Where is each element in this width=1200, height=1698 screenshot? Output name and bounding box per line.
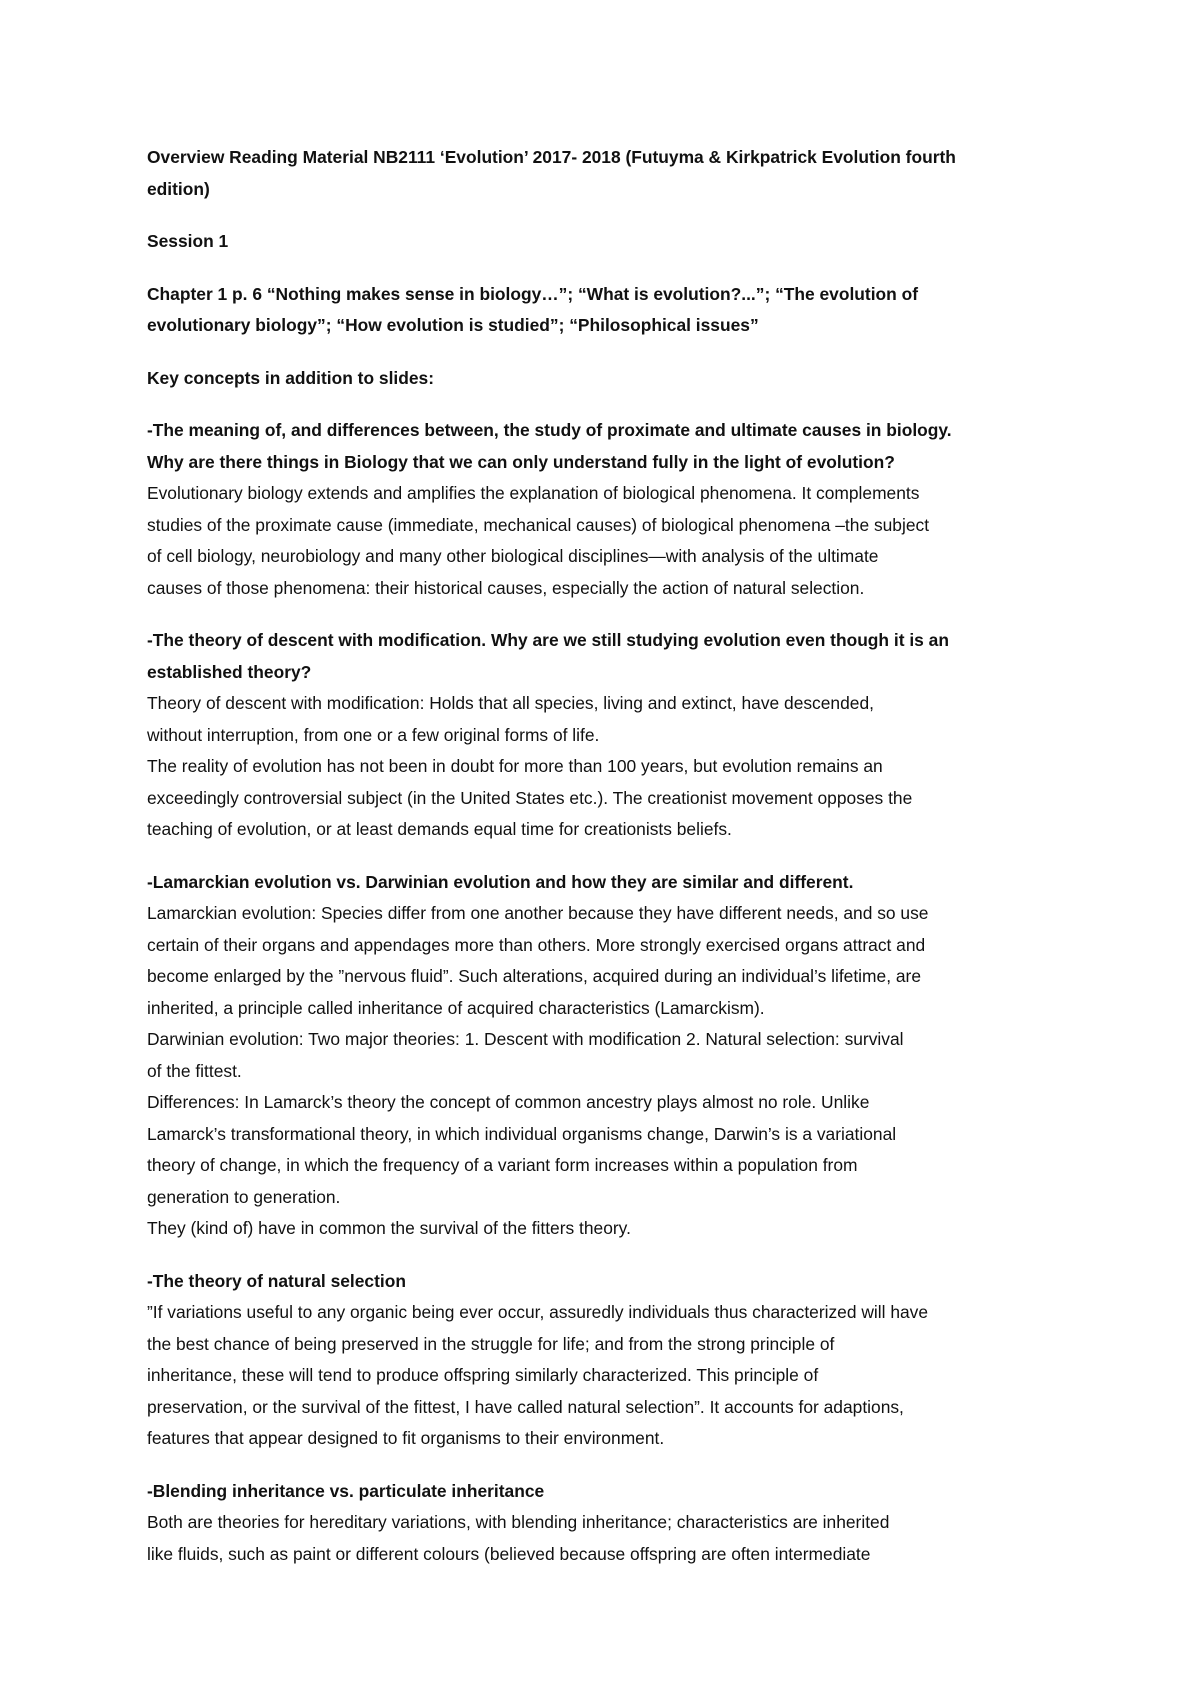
section-body-line: ”If variations useful to any organic being ever occur, assuredly individuals thus characterized will have bbox=[147, 1302, 929, 1322]
section-body-line: certain of their organs and appendages more than others. More strongly exercised organs attract and bbox=[147, 934, 926, 955]
chapter-line-1: Chapter 1 p. 6 “Nothing makes sense in biology…”; “What is evolution?...”; “The evolution of bbox=[147, 283, 919, 304]
section-body-line: Lamarck’s transformational theory, in which individual organisms change, Darwin’s is a variational bbox=[147, 1123, 897, 1144]
section-body-line: They (kind of) have in common the survival of the fitters theory. bbox=[147, 1218, 631, 1238]
section-blending-vs-particulate bbox=[147, 1476, 1077, 1571]
section-natural-selection bbox=[147, 1266, 1077, 1455]
document-title-line-2: edition) bbox=[147, 178, 210, 199]
section-heading-line: -Blending inheritance vs. particulate inheritance bbox=[147, 1480, 545, 1501]
section-proximate-ultimate bbox=[147, 415, 1077, 604]
section-body-line: exceedingly controversial subject (in the United States etc.). The creationist movement opposes the bbox=[147, 787, 913, 808]
section-body-line: inherited, a principle called inheritance of acquired characteristics (Lamarckism). bbox=[147, 997, 765, 1018]
section-lamarckian-vs-darwinian bbox=[147, 867, 1077, 1245]
section-body-line: features that appear designed to fit organisms to their environment. bbox=[147, 1428, 665, 1448]
section-body-line: Both are theories for hereditary variations, with blending inheritance; characteristics are inherited bbox=[147, 1512, 890, 1532]
section-body-line: of cell biology, neurobiology and many other biological disciplines—with analysis of the ultimate bbox=[147, 546, 879, 566]
section-body-line: of the fittest. bbox=[147, 1060, 242, 1081]
section-body-line: Lamarckian evolution: Species differ from one another because they have different needs, and so use bbox=[147, 903, 929, 923]
section-descent-with-modification bbox=[147, 625, 1077, 846]
section-heading-line: -The meaning of, and differences between, the study of proximate and ultimate causes in biology. bbox=[147, 420, 952, 440]
section-body-line: generation to generation. bbox=[147, 1186, 341, 1207]
section-body-line: causes of those phenomena: their historical causes, especially the action of natural selection. bbox=[147, 577, 865, 598]
section-body-line: become enlarged by the ”nervous fluid”. Such alterations, acquired during an individual’s lifetime, are bbox=[147, 966, 922, 986]
section-body-line: the best chance of being preserved in the struggle for life; and from the strong principle of bbox=[147, 1333, 835, 1354]
section-heading-line: established theory? bbox=[147, 661, 312, 682]
section-body-line: teaching of evolution, or at least demands equal time for creationists beliefs. bbox=[147, 819, 732, 839]
section-body-line: studies of the proximate cause (immediate, mechanical causes) of biological phenomena –the subject bbox=[147, 514, 930, 535]
document-title-line-1: Overview Reading Material NB2111 ‘Evolution’ 2017- 2018 (Futuyma & Kirkpatrick Evolution fourth bbox=[147, 147, 956, 167]
section-body-line: The reality of evolution has not been in doubt for more than 100 years, but evolution remains an bbox=[147, 756, 883, 776]
section-heading-line: -The theory of natural selection bbox=[147, 1270, 406, 1291]
section-heading-line: Why are there things in Biology that we can only understand fully in the light of evolution? bbox=[147, 451, 895, 472]
section-body-line: Evolutionary biology extends and amplifies the explanation of biological phenomena. It complements bbox=[147, 483, 920, 503]
chapter-line-2: evolutionary biology”; “How evolution is studied”; “Philosophical issues” bbox=[147, 315, 759, 335]
session-heading: Session 1 bbox=[147, 231, 229, 251]
section-body-line: Theory of descent with modification: Holds that all species, living and extinct, have descended, bbox=[147, 693, 874, 713]
section-body-line: like fluids, such as paint or different colours (believed because offspring are often intermediate bbox=[147, 1543, 871, 1564]
section-heading-line: -Lamarckian evolution vs. Darwinian evolution and how they are similar and different. bbox=[147, 871, 854, 892]
section-body-line: preservation, or the survival of the fittest, I have called natural selection”. It accounts for adaptions, bbox=[147, 1396, 904, 1417]
section-body-line: theory of change, in which the frequency of a variant form increases within a population from bbox=[147, 1155, 858, 1175]
document-page bbox=[147, 142, 1077, 1570]
section-heading-line: -The theory of descent with modification. Why are we still studying evolution even though it is an bbox=[147, 630, 949, 650]
section-body-line: Darwinian evolution: Two major theories: 1. Descent with modification 2. Natural selection: survival bbox=[147, 1029, 904, 1049]
section-body-line: without interruption, from one or a few original forms of life. bbox=[147, 724, 600, 745]
key-concepts-heading: Key concepts in addition to slides: bbox=[147, 367, 434, 388]
section-body-line: Differences: In Lamarck’s theory the concept of common ancestry plays almost no role. Unlike bbox=[147, 1092, 870, 1112]
section-body-line: inheritance, these will tend to produce offspring similarly characterized. This principle of bbox=[147, 1365, 819, 1385]
